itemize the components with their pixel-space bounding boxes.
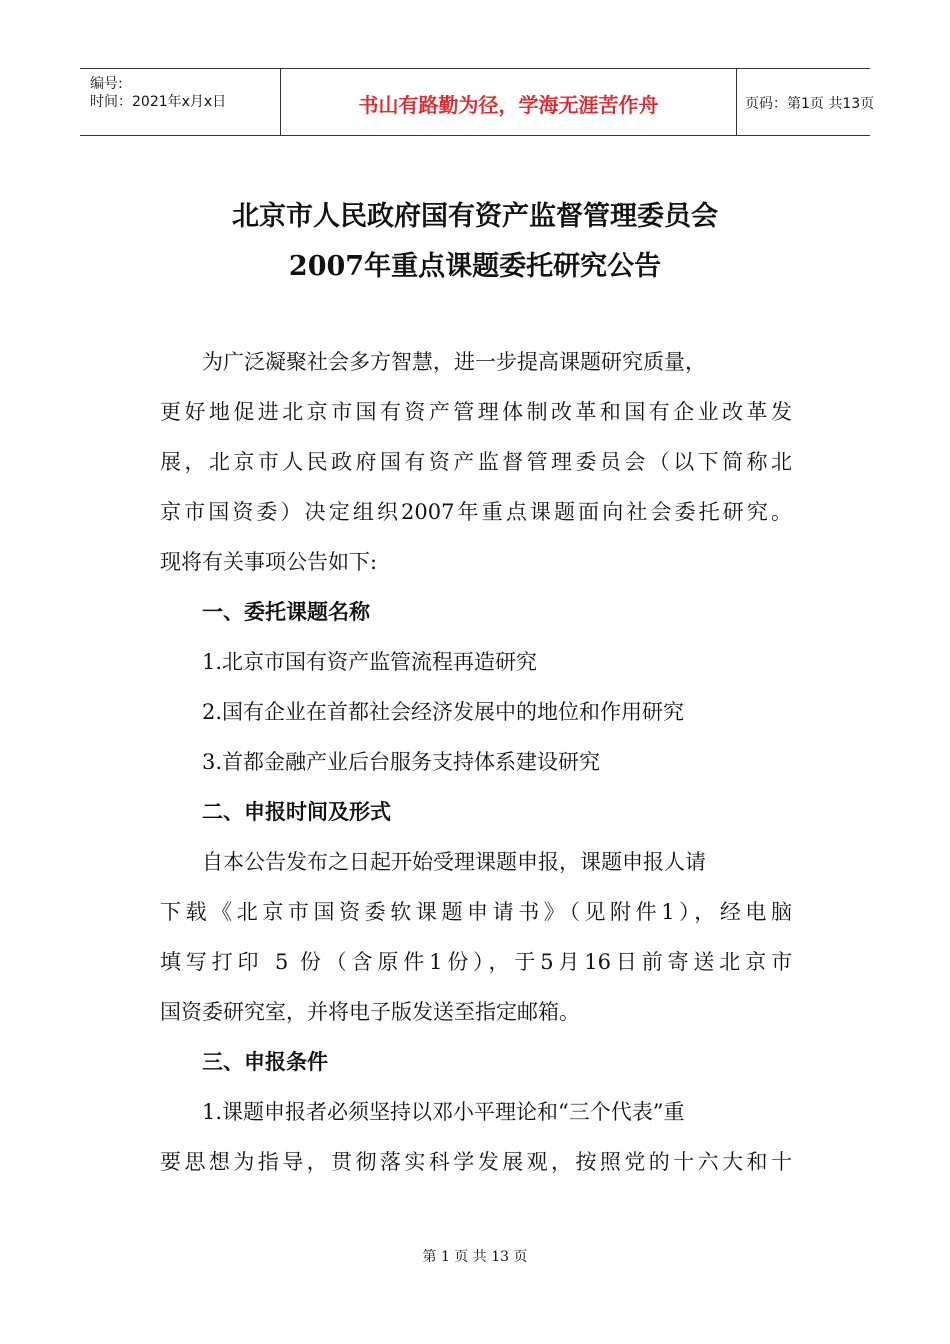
intro-line: 展，北京市人民政府国有资产监督管理委员会（以下简称北 (160, 450, 792, 474)
intro-line: 京市国资委）决定组织2007年重点课题面向社会委托研究。 (160, 500, 792, 524)
section-heading: 一、委托课题名称 (202, 600, 370, 624)
intro-line: 现将有关事项公告如下: (160, 550, 378, 574)
intro-line: 更好地促进北京市国有资产管理体制改革和国有企业改革发 (160, 400, 792, 424)
document-title-line1: 北京市人民政府国有资产监督管理委员会 (232, 201, 718, 232)
section-heading: 二、申报时间及形式 (202, 800, 391, 824)
header-page-cell (735, 69, 875, 135)
header-meta (80, 69, 280, 135)
topic-item: 2.国有企业在首都社会经济发展中的地位和作用研究 (202, 700, 685, 724)
header-motto: 书山有路勤为径，学海无涯苦作舟 (358, 93, 659, 117)
header-page-info: 页码：第1页 共13页 (745, 96, 875, 112)
paragraph-line: 下载《北京市国资委软课题申请书》（见附件1），经电脑 (160, 900, 792, 924)
page-header (80, 68, 875, 136)
topic-item: 3.首都金融产业后台服务支持体系建设研究 (202, 750, 601, 774)
document-time-label: 时间：2021年x月x日 (90, 94, 227, 110)
paragraph-line: 自本公告发布之日起开始受理课题申报，课题申报人请 (202, 850, 706, 874)
section-heading: 三、申报条件 (202, 1050, 328, 1074)
header-motto-cell (280, 69, 737, 135)
paragraph-line: 1.课题申报者必须坚持以邓小平理论和“三个代表”重 (202, 1100, 685, 1124)
intro-line: 为广泛凝聚社会多方智慧，进一步提高课题研究质量， (202, 350, 706, 374)
paragraph-line: 要思想为指导，贯彻落实科学发展观，按照党的十六大和十 (160, 1150, 792, 1174)
page-footer: 第 1 页 共 13 页 (422, 1249, 528, 1265)
paragraph-line: 国资委研究室，并将电子版发送至指定邮箱。 (160, 1000, 580, 1024)
document-title-line2: 2007年重点课题委托研究公告 (288, 251, 662, 282)
paragraph-line: 填写打印 5 份（含原件1份），于5月16日前寄送北京市 (160, 950, 792, 974)
topic-item: 1.北京市国有资产监管流程再造研究 (202, 650, 538, 674)
document-number-label: 编号: (90, 76, 123, 92)
